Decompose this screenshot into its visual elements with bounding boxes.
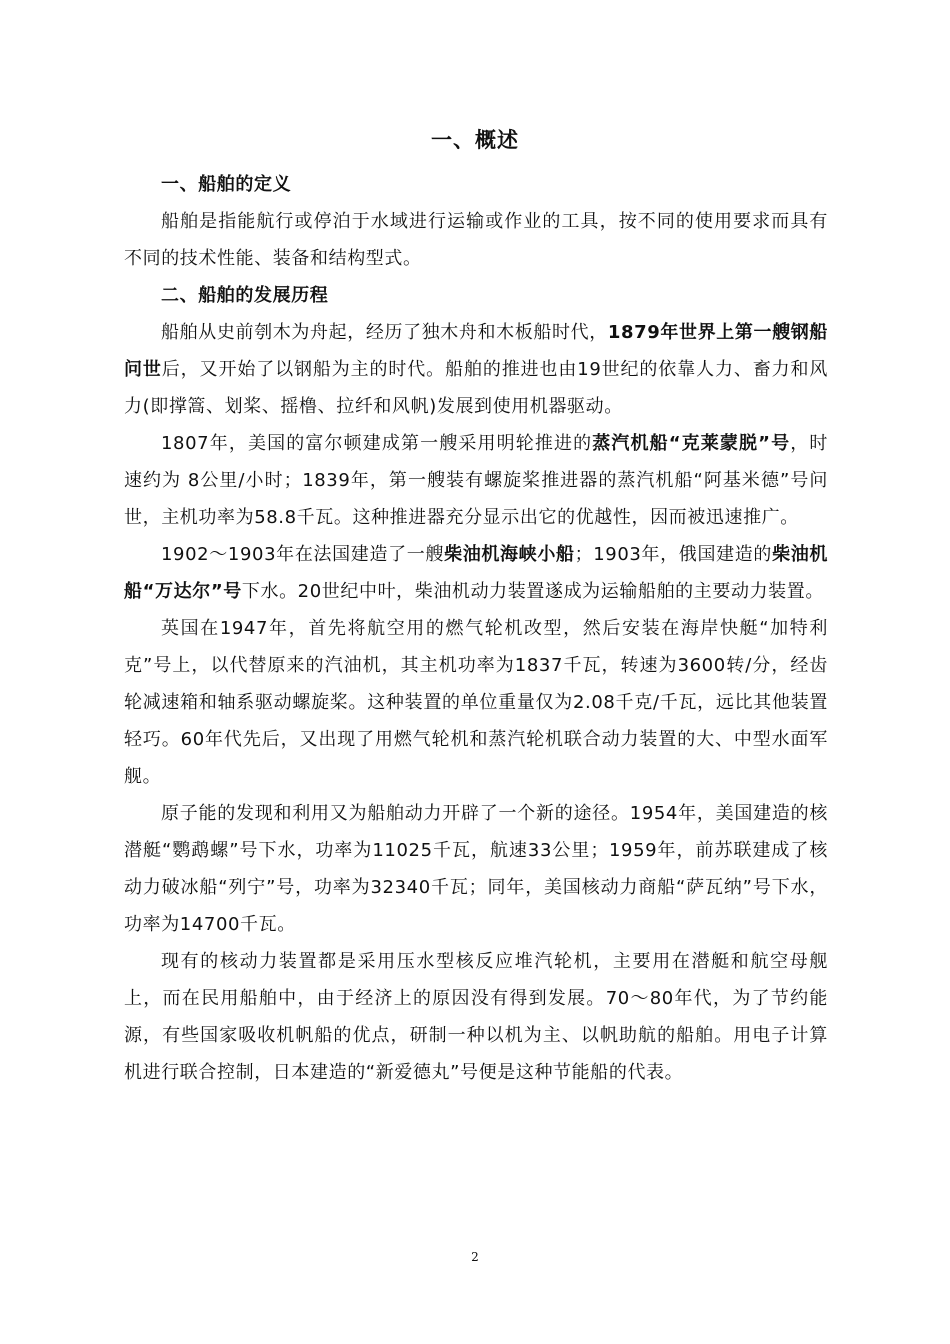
bold-phrase: 蒸汽机船“克莱蒙脱”号 <box>592 433 791 454</box>
paragraph-text: 下水。20世纪中叶，柴油机动力装置遂成为运输船舶的主要动力装置。 <box>241 581 824 602</box>
paragraph-text: 后，又开始了以钢船为主的时代。船舶的推进也由19世纪的依靠人力、畜力和风力(即撑篙、划桨、摇橹、拉纤和风帆)发展到使用机器驱动。 <box>124 359 828 417</box>
paragraph-history-3 <box>124 536 828 610</box>
document-body <box>124 166 828 1091</box>
bold-phrase: 柴油机海峡小船 <box>444 544 575 565</box>
page-number: 2 <box>471 1250 479 1264</box>
paragraph-text: 船舶从史前刳木为舟起，经历了独木舟和木板船时代， <box>161 322 608 343</box>
paragraph-text: 1902～1903年在法国建造了一艘 <box>161 544 445 565</box>
paragraph-text: ，时速约为 8公里/小时；1839年，第一艘装有螺旋桨推进器的蒸汽机船“阿基米德”号问世，主机功率为58.8千瓦。这种推进器充分显示出它的优越性，因而被迅速推广。 <box>124 433 828 528</box>
paragraph-history-2 <box>124 425 828 536</box>
paragraph-text: 1807年，美国的富尔顿建成第一艘采用明轮推进的 <box>161 433 593 454</box>
page-title: 一、概述 <box>431 128 519 152</box>
bold-phrase: 柴油机船“万达尔”号 <box>124 544 828 602</box>
section-heading-definition: 一、船舶的定义 <box>161 174 292 195</box>
paragraph-definition: 船舶是指能航行或停泊于水域进行运输或作业的工具，按不同的使用要求而具有不同的技术性能、装备和结构型式。 <box>124 211 828 269</box>
paragraph-history-5: 原子能的发现和利用又为船舶动力开辟了一个新的途径。1954年，美国建造的核潜艇“鹦鹉螺”号下水，功率为11025千瓦，航速33公里；1959年，前苏联建成了核动力破冰船“列宁”号，功率为32340千瓦；同年，美国核动力商船“萨瓦纳”号下水，功率为14700千瓦。 <box>124 803 828 935</box>
paragraph-text: ；1903年，俄国建造的 <box>574 544 773 565</box>
bold-phrase: 1879年世界上第一艘钢船问世 <box>124 322 828 380</box>
section-heading-history: 二、船舶的发展历程 <box>161 285 329 306</box>
paragraph-history-6: 现有的核动力装置都是采用压水型核反应堆汽轮机，主要用在潜艇和航空母舰上，而在民用船舶中，由于经济上的原因没有得到发展。70～80年代，为了节约能源，有些国家吸收机帆船的优点，研制一种以机为主、以帆助航的船舶。用电子计算机进行联合控制，日本建造的“新爱德丸”号便是这种节能船的代表。 <box>124 951 828 1083</box>
paragraph-history-1 <box>124 314 828 425</box>
paragraph-history-4: 英国在1947年，首先将航空用的燃气轮机改型，然后安装在海岸快艇“加特利克”号上，以代替原来的汽油机，其主机功率为1837千瓦，转速为3600转/分，经齿轮减速箱和轴系驱动螺旋桨。这种装置的单位重量仅为2.08千克/千瓦，远比其他装置轻巧。60年代先后，又出现了用燃气轮机和蒸汽轮机联合动力装置的大、中型水面军舰。 <box>124 618 828 787</box>
